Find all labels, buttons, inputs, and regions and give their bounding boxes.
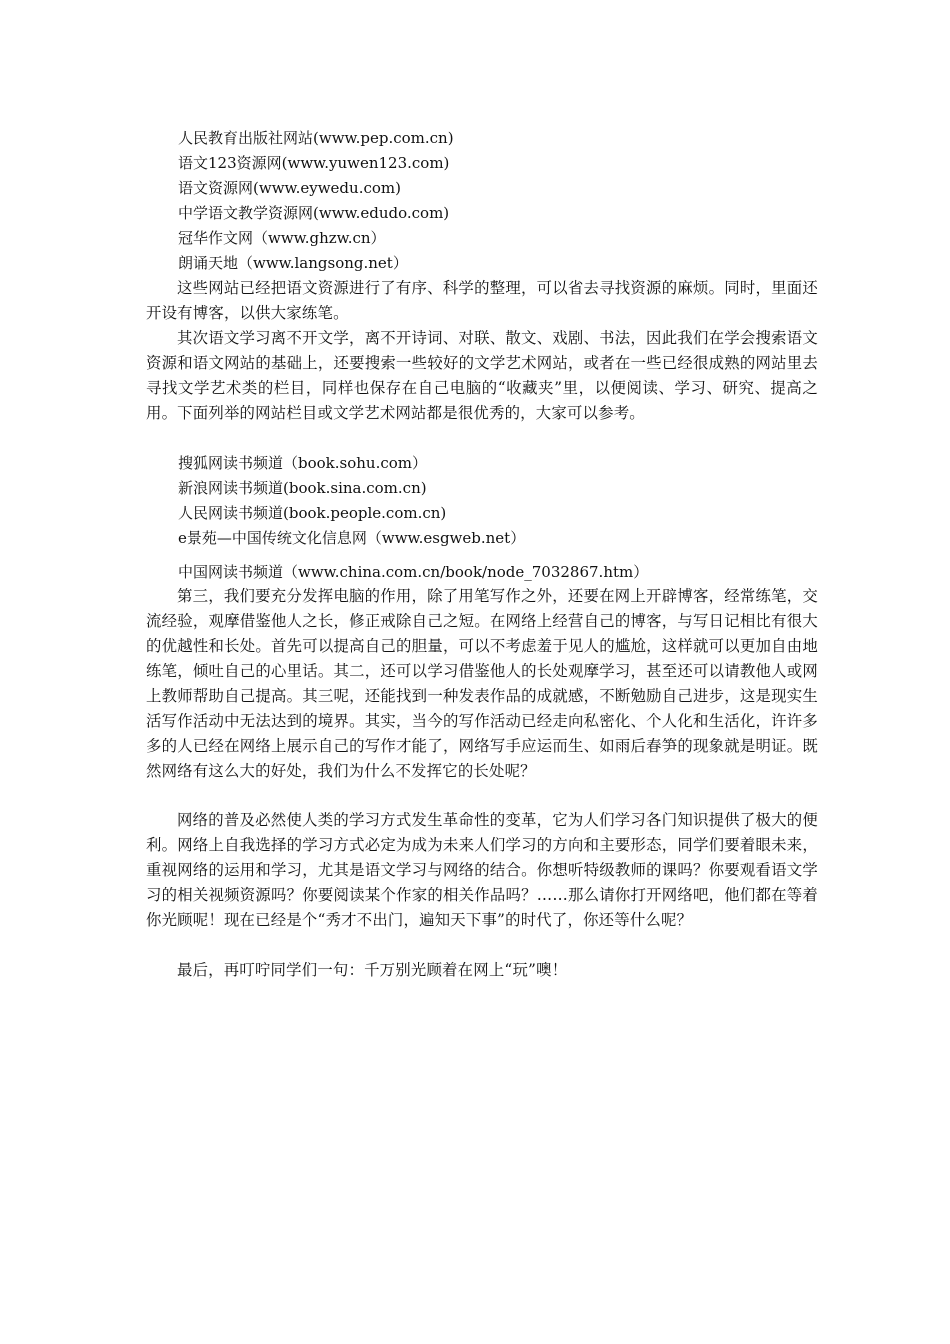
site-link-ghzw: 冠华作文网（www.ghzw.cn） (178, 229, 386, 247)
site-link-eywedu: 语文资源网(www.eywedu.com) (178, 179, 401, 197)
paragraph-literature-sites: 其次语文学习离不开文学，离不开诗词、对联、散文、戏剧、书法，因此我们在学会搜索语文资源和语文网站的基础上，还要搜索一些较好的文学艺术网站，或者在一些已经很成熟的网站里去寻找文学艺术类的栏目，同样也保存在自己电脑的“收藏夹”里，以便阅读、学习、研究、提高之用。下面列举的网站栏目或文学艺术网站都是很优秀的，大家可以参考。 (146, 329, 818, 422)
paragraph-resources-summary: 这些网站已经把语文资源进行了有序、科学的整理，可以省去寻找资源的麻烦。同时，里面还开设有博客，以供大家练笔。 (146, 279, 818, 322)
site-link-people-book: 人民网读书频道(book.people.com.cn) (178, 504, 447, 522)
site-link-pep: 人民教育出版社网站(www.pep.com.cn) (178, 129, 454, 147)
site-link-esgweb: e景苑—中国传统文化信息网（www.esgweb.net） (178, 529, 526, 547)
site-link-sina-book: 新浪网读书频道(book.sina.com.cn) (178, 479, 427, 497)
paragraph-network-learning: 网络的普及必然使人类的学习方式发生革命性的变革，它为人们学习各门知识提供了极大的便利。网络上自我选择的学习方式必定为成为未来人们学习的方向和主要形态，同学们要着眼未来，重视网络的运用和学习，尤其是语文学习与网络的结合。你想听特级教师的课吗？你要观看语文学习的相关视频资源吗？你要阅读某个作家的相关作品吗？……那么请你打开网络吧，他们都在等着你光顾呢！现在已经是个“秀才不出门，遍知天下事”的时代了，你还等什么呢？ (146, 811, 818, 929)
paragraph-blogging: 第三，我们要充分发挥电脑的作用，除了用笔写作之外，还要在网上开辟博客，经常练笔，交流经验，观摩借鉴他人之长，修正戒除自己之短。在网络上经营自己的博客，与写日记相比有很大的优越性和长处。首先可以提高自己的胆量，可以不考虑羞于见人的尴尬，这样就可以更加自由地练笔，倾吐自己的心里话。其二，还可以学习借鉴他人的长处观摩学习，甚至还可以请教他人或网上教师帮助自己提高。其三呢，还能找到一种发表作品的成就感，不断勉励自己进步，这是现实生活写作活动中无法达到的境界。其实，当今的写作活动已经走向私密化、个人化和生活化，许许多多的人已经在网络上展示自己的写作才能了，网络写手应运而生、如雨后春笋的现象就是明证。既然网络有这么大的好处，我们为什么不发挥它的长处呢？ (146, 587, 818, 780)
paragraph-closing: 最后，再叮咛同学们一句：千万别光顾着在网上“玩”噢！ (177, 961, 568, 979)
site-link-sohu-book: 搜狐网读书频道（book.sohu.com） (178, 454, 427, 472)
site-link-langsong: 朗诵天地（www.langsong.net） (178, 254, 408, 272)
site-link-china-book: 中国网读书频道（www.china.com.cn/book/node_7032867.htm） (178, 563, 649, 581)
site-link-yuwen123: 语文123资源网(www.yuwen123.com) (178, 154, 450, 172)
site-link-edudo: 中学语文教学资源网(www.edudo.com) (178, 204, 450, 222)
